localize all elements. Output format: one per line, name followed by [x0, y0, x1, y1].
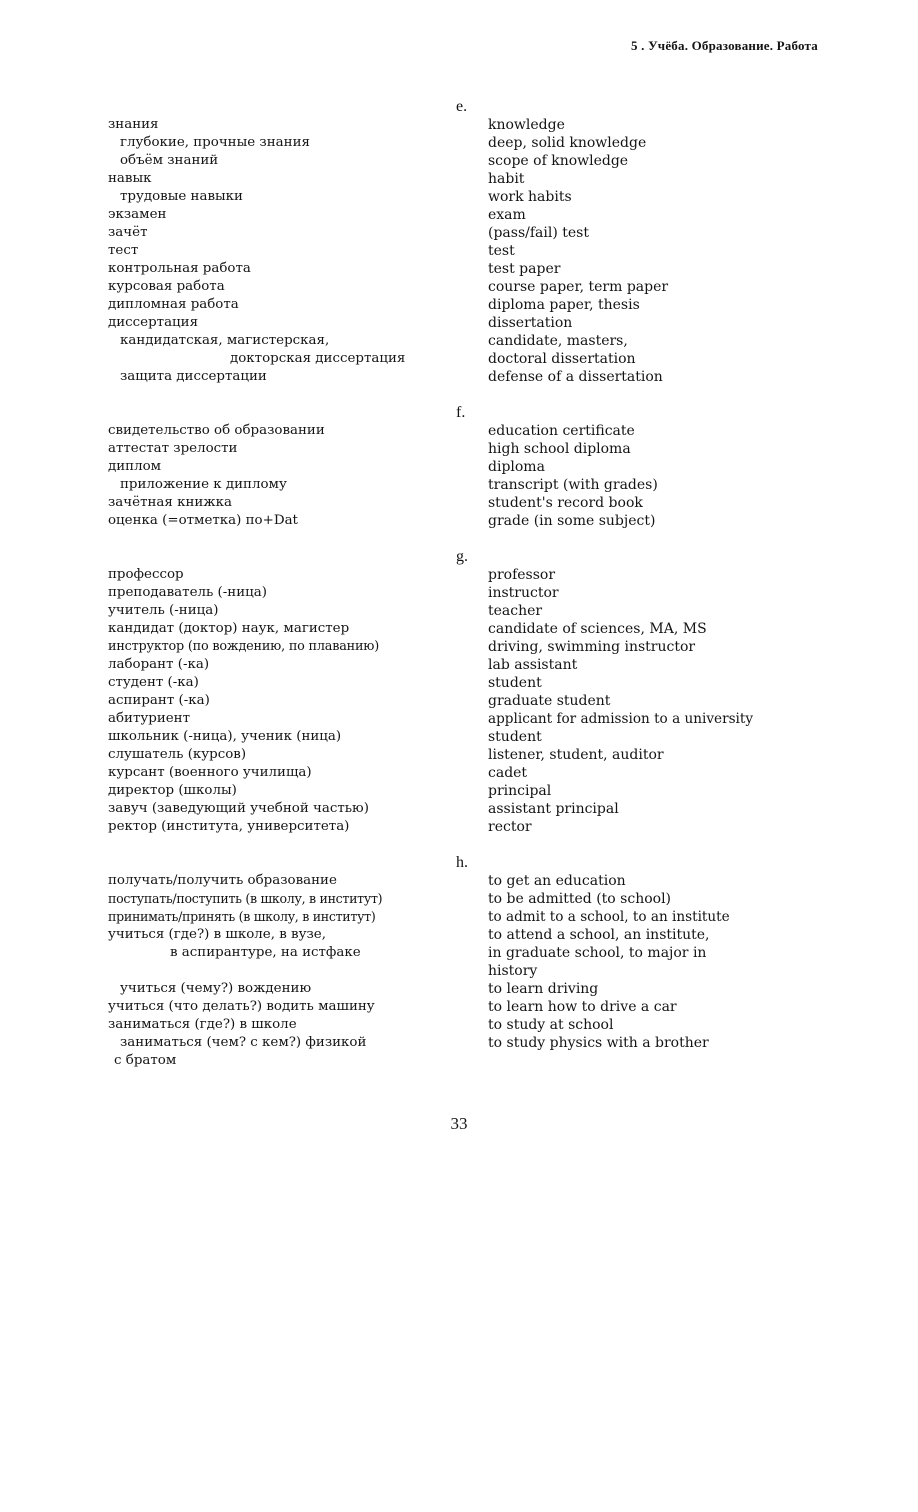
- russian-term: диплом: [108, 459, 162, 474]
- english-term: cadet: [488, 765, 528, 781]
- list-item: [0, 746, 918, 764]
- list-item: [0, 980, 918, 998]
- list-item: [0, 602, 918, 620]
- russian-term: зачёт: [108, 225, 148, 240]
- english-term: habit: [488, 171, 525, 187]
- english-term: diploma paper, thesis: [488, 297, 640, 313]
- russian-term: завуч (заведующий учебной частью): [108, 801, 369, 816]
- english-term: candidate of sciences, MA, MS: [488, 621, 707, 637]
- russian-term: объём знаний: [120, 153, 219, 168]
- english-term: to attend a school, an institute,: [488, 927, 710, 943]
- russian-term: трудовые навыки: [120, 189, 243, 204]
- section-letter: h.: [456, 854, 468, 871]
- english-term: test: [488, 243, 515, 259]
- english-term: student: [488, 729, 542, 745]
- list-item: [0, 674, 918, 692]
- english-term: principal: [488, 783, 552, 799]
- english-term: knowledge: [488, 117, 565, 133]
- list-item: [0, 494, 918, 512]
- english-term: exam: [488, 207, 526, 223]
- russian-term: студент (-ка): [108, 675, 199, 690]
- english-term: to admit to a school, to an institute: [488, 909, 730, 925]
- english-term: applicant for admission to a university: [488, 711, 754, 727]
- entry-list: [0, 116, 918, 386]
- list-item: [0, 512, 918, 530]
- entry-list: [0, 566, 918, 836]
- list-item: [0, 1052, 918, 1070]
- russian-term: знания: [108, 117, 159, 132]
- english-term: deep, solid knowledge: [488, 135, 647, 151]
- list-item: [0, 908, 918, 926]
- english-term: (pass/fail) test: [488, 225, 589, 241]
- russian-term: поступать/поступить (в школу, в институт): [108, 891, 383, 906]
- list-item: [0, 872, 918, 890]
- list-item: [0, 620, 918, 638]
- list-item: [0, 818, 918, 836]
- russian-term: навык: [108, 171, 152, 186]
- russian-term: оценка (=отметка) по+Dat: [108, 513, 298, 528]
- russian-term: контрольная работа: [108, 261, 251, 276]
- russian-term: курсовая работа: [108, 279, 225, 294]
- english-term: teacher: [488, 603, 543, 619]
- english-term: to learn how to drive a car: [488, 999, 677, 1015]
- entry-list: [0, 422, 918, 530]
- english-term: history: [488, 963, 538, 979]
- english-term: high school diploma: [488, 441, 631, 457]
- russian-term: докторская диссертация: [230, 351, 406, 366]
- running-header: 5 . Учёба. Образование. Работа: [631, 38, 818, 53]
- english-term: in graduate school, to major in: [488, 945, 707, 961]
- list-item: [0, 314, 918, 332]
- list-item: [0, 926, 918, 944]
- russian-term: абитуриент: [108, 711, 191, 726]
- russian-term: учиться (чему?) вождению: [120, 981, 312, 996]
- russian-term: директор (школы): [108, 783, 237, 798]
- list-item: [0, 260, 918, 278]
- list-item: [0, 170, 918, 188]
- english-term: to learn driving: [488, 981, 599, 997]
- russian-term: дипломная работа: [108, 297, 239, 312]
- english-term: lab assistant: [488, 657, 578, 673]
- russian-term: профессор: [108, 567, 184, 582]
- russian-term: преподаватель (-ница): [108, 585, 267, 600]
- english-term: candidate, masters,: [488, 333, 628, 349]
- russian-term: свидетельство об образовании: [108, 423, 325, 438]
- russian-term: учиться (где?) в школе, в вузе,: [108, 927, 326, 942]
- list-item: [0, 440, 918, 458]
- section-letter: g.: [456, 548, 468, 565]
- list-item: [0, 188, 918, 206]
- list-item: [0, 224, 918, 242]
- list-item: [0, 656, 918, 674]
- english-term: assistant principal: [488, 801, 619, 817]
- english-term: transcript (with grades): [488, 477, 658, 493]
- list-item: [0, 782, 918, 800]
- english-term: to be admitted (to school): [488, 891, 672, 907]
- list-item: [0, 332, 918, 350]
- russian-term: аспирант (-ка): [108, 693, 210, 708]
- russian-term: диссертация: [108, 315, 199, 330]
- list-item: [0, 638, 918, 656]
- list-item: [0, 710, 918, 728]
- russian-term: инструктор (по вождению, по плаванию): [108, 639, 380, 654]
- english-term: professor: [488, 567, 556, 583]
- list-item: [0, 134, 918, 152]
- russian-term: получать/получить образование: [108, 873, 337, 888]
- english-term: defense of a dissertation: [488, 369, 663, 385]
- page-number: 33: [450, 1114, 468, 1133]
- english-term: student: [488, 675, 542, 691]
- russian-term: кандидатская, магистерская,: [120, 333, 330, 348]
- list-item: [0, 962, 918, 980]
- english-term: doctoral dissertation: [488, 351, 636, 367]
- english-term: test paper: [488, 261, 561, 277]
- entry-list: [0, 872, 918, 1070]
- english-term: course paper, term paper: [488, 279, 669, 295]
- list-item: [0, 206, 918, 224]
- russian-term: заниматься (чем? с кем?) физикой: [120, 1035, 367, 1050]
- list-item: [0, 116, 918, 134]
- english-term: grade (in some subject): [488, 513, 656, 529]
- list-item: [0, 422, 918, 440]
- english-term: to study at school: [488, 1017, 614, 1033]
- english-term: student's record book: [488, 495, 643, 511]
- english-term: scope of knowledge: [488, 153, 629, 169]
- list-item: [0, 242, 918, 260]
- russian-term: ректор (института, университета): [108, 819, 350, 834]
- russian-term: приложение к диплому: [120, 477, 287, 492]
- english-term: education certificate: [488, 423, 635, 439]
- list-item: [0, 1034, 918, 1052]
- russian-term: учиться (что делать?) водить машину: [108, 999, 375, 1014]
- russian-term: слушатель (курсов): [108, 747, 247, 762]
- russian-term: глубокие, прочные знания: [120, 135, 310, 150]
- english-term: instructor: [488, 585, 559, 601]
- english-term: to study physics with a brother: [488, 1035, 709, 1051]
- list-item: [0, 296, 918, 314]
- list-item: [0, 998, 918, 1016]
- list-item: [0, 944, 918, 962]
- russian-term: защита диссертации: [120, 369, 267, 384]
- section-letter: e.: [456, 98, 468, 115]
- list-item: [0, 800, 918, 818]
- english-term: graduate student: [488, 693, 611, 709]
- russian-term: учитель (-ница): [108, 603, 219, 618]
- english-term: diploma: [488, 459, 545, 475]
- list-item: [0, 278, 918, 296]
- russian-term: кандидат (доктор) наук, магистер: [108, 621, 350, 636]
- english-term: work habits: [488, 189, 572, 205]
- english-term: dissertation: [488, 315, 573, 331]
- russian-term: аттестат зрелости: [108, 441, 238, 456]
- russian-term: с братом: [114, 1053, 177, 1068]
- english-term: listener, student, auditor: [488, 747, 664, 763]
- russian-term: тест: [108, 243, 139, 258]
- list-item: [0, 566, 918, 584]
- list-item: [0, 476, 918, 494]
- list-item: [0, 584, 918, 602]
- russian-term: зачётная книжка: [108, 495, 232, 510]
- russian-term: лаборант (-ка): [108, 657, 210, 672]
- english-term: rector: [488, 819, 532, 835]
- english-term: driving, swimming instructor: [488, 639, 696, 655]
- list-item: [0, 152, 918, 170]
- english-term: to get an education: [488, 873, 626, 889]
- russian-term: принимать/принять (в школу, в институт): [108, 909, 376, 924]
- list-item: [0, 350, 918, 368]
- list-item: [0, 368, 918, 386]
- list-item: [0, 1016, 918, 1034]
- russian-term: в аспирантуре, на истфаке: [170, 945, 361, 960]
- russian-term: школьник (-ница), ученик (ница): [108, 729, 342, 744]
- russian-term: курсант (военного училища): [108, 765, 312, 780]
- list-item: [0, 458, 918, 476]
- list-item: [0, 890, 918, 908]
- list-item: [0, 764, 918, 782]
- russian-term: заниматься (где?) в школе: [108, 1017, 297, 1032]
- list-item: [0, 728, 918, 746]
- russian-term: экзамен: [108, 207, 167, 222]
- list-item: [0, 692, 918, 710]
- section-letter: f.: [456, 404, 466, 421]
